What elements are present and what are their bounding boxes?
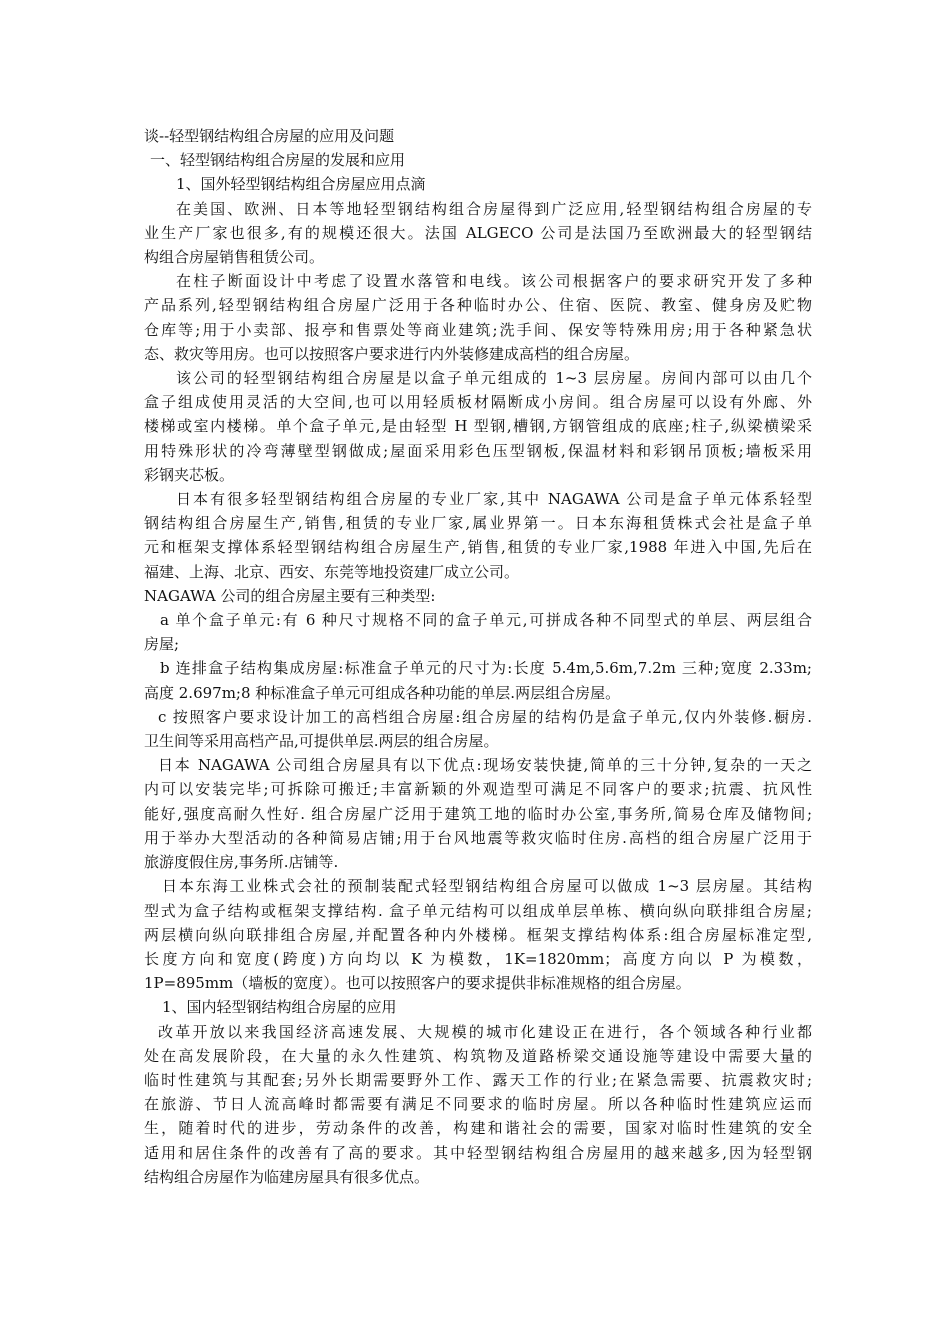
section-heading: 一、轻型钢结构组合房屋的发展和应用 xyxy=(150,151,406,170)
paragraph-line: 彩钢夹芯板。 xyxy=(144,465,235,484)
paragraph-7 xyxy=(144,1020,812,1189)
paragraph-line: b 连排盒子结构集成房屋:标准盒子单元的尺寸为:长度 5.4m,5.6m,7.2m 三种;宽度 2.33m; xyxy=(160,659,812,678)
paragraph-line: 型式为盒子结构或框架支撑结构. 盒子单元结构可以组成单层单栋、横向纵向联排组合房屋; xyxy=(144,901,812,920)
paragraph-2 xyxy=(144,269,812,366)
paragraph-line: 处在高发展阶段，在大量的永久性建筑、构筑物及道路桥梁交通设施等建设中需要大量的 xyxy=(144,1046,812,1065)
paragraph-line: 结构组合房屋作为临建房屋具有很多优点。 xyxy=(144,1167,430,1186)
paragraph-line: c 按照客户要求设计加工的高档组合房屋:组合房屋的结构仍是盒子单元,仅内外装修.橱房. xyxy=(158,707,812,726)
paragraph-line: 在美国、欧洲、日本等地轻型钢结构组合房屋得到广泛应用,轻型钢结构组合房屋的专 xyxy=(176,199,812,218)
paragraph-line: 高度 2.697m;8 种标准盒子单元可组成各种功能的单层.两层组合房屋。 xyxy=(144,683,621,702)
paragraph-line: 日本有很多轻型钢结构组合房屋的专业厂家,其中 NAGAWA 公司是盒子单元体系轻型 xyxy=(176,490,812,509)
paragraph-line: 内可以安装完毕;可拆除可搬迁;丰富新颖的外观造型可满足不同客户的要求;抗震、抗风性 xyxy=(144,780,812,799)
document-page xyxy=(144,124,812,1189)
subsection-heading: 1、国外轻型钢结构组合房屋应用点滴 xyxy=(176,175,426,194)
paragraph-line: 在柱子断面设计中考虑了设置水落管和电线。该公司根据客户的要求研究开发了多种 xyxy=(176,272,812,291)
paragraph-line: 生，随着时代的进步，劳动条件的改善，构建和谐社会的需要，国家对临时性建筑的安全 xyxy=(144,1119,812,1138)
type-a-item xyxy=(144,608,812,656)
paragraph-line: 用特殊形状的冷弯薄壁型钢做成;屋面采用彩色压型钢板,保温材料和彩钢吊顶板;墙板采用 xyxy=(144,441,812,460)
paragraph-line: 元和框架支撑体系轻型钢结构组合房屋生产,销售,租赁的专业厂家,1988 年进入中国,先后在 xyxy=(144,538,812,557)
paragraph-6 xyxy=(144,874,812,995)
paragraph-line: 能好,强度高耐久性好. 组合房屋广泛用于建筑工地的临时办公室,事务所,简易仓库及储物间; xyxy=(144,804,812,823)
paragraph-line: 该公司的轻型钢结构组合房屋是以盒子单元组成的 1~3 层房屋。房间内部可以由几个 xyxy=(176,369,812,388)
paragraph-line: 产品系列,轻型钢结构组合房屋广泛用于各种临时办公、住宿、医院、教室、健身房及贮物 xyxy=(144,296,812,315)
document-title: 谈--轻型钢结构组合房屋的应用及问题 xyxy=(144,127,395,145)
paragraph-1 xyxy=(144,197,812,270)
subsection-heading: 1、国内轻型钢结构组合房屋的应用 xyxy=(162,998,397,1017)
paragraph-4 xyxy=(144,487,812,584)
paragraph-line: 仓库等;用于小卖部、报亭和售票处等商业建筑;洗手间、保安等特殊用房;用于各种紧急状 xyxy=(144,320,812,339)
paragraph-line: 日本东海工业株式会社的预制装配式轻型钢结构组合房屋可以做成 1~3 层房屋。其结构 xyxy=(162,877,812,896)
paragraph-line: 态、救灾等用房。也可以按照客户要求进行内外装修建成高档的组合房屋。 xyxy=(144,344,640,363)
paragraph-line: 福建、上海、北京、西安、东莞等地投资建厂成立公司。 xyxy=(144,562,520,581)
paragraph-line: 用于举办大型活动的各种简易店铺;用于台风地震等救灾临时住房.高档的组合房屋广泛用于 xyxy=(144,828,812,847)
paragraph-5 xyxy=(144,753,812,874)
paragraph-line: 业生产厂家也很多,有的规模还很大。法国 ALGECO 公司是法国乃至欧洲最大的轻型钢结 xyxy=(144,223,812,242)
paragraph-line: 构组合房屋销售租赁公司。 xyxy=(144,248,325,267)
paragraph-line: 钢结构组合房屋生产,销售,租赁的专业厂家,属业界第一。日本东海租赁株式会社是盒子单 xyxy=(144,514,812,533)
paragraph-line: 房屋; xyxy=(144,635,180,654)
paragraph-line: 1P=895mm（墙板的宽度）。也可以按照客户的要求提供非标准规格的组合房屋。 xyxy=(144,974,691,993)
type-b-item xyxy=(144,656,812,704)
paragraph-line: 两层横向纵向联排组合房屋,并配置各种内外楼梯。框架支撑结构体系:组合房屋标准定型, xyxy=(144,925,812,944)
paragraph-line: 旅游度假住房,事务所.店铺等. xyxy=(144,853,339,872)
paragraph-line: 卫生间等采用高档产品,可提供单层.两层的组合房屋。 xyxy=(144,732,499,751)
paragraph-line: 适用和居住条件的改善有了高的要求。其中轻型钢结构组合房屋用的越来越多,因为轻型钢 xyxy=(144,1143,812,1162)
paragraph-line: 长度方向和宽度(跨度)方向均以 K 为模数，1K=1820mm；高度方向以 P 为模数， xyxy=(144,949,812,968)
paragraph-line: 日本 NAGAWA 公司组合房屋具有以下优点:现场安装快捷,简单的三十分钟,复杂的一天之 xyxy=(158,756,812,775)
paragraph-line: 在旅游、节日人流高峰时都需要有满足不同要求的临时房屋。所以各种临时性建筑应运而 xyxy=(144,1095,812,1114)
paragraph-line: 盒子组成使用灵活的大空间,也可以用轻质板材隔断成小房间。组合房屋可以设有外廊、外 xyxy=(144,393,812,412)
paragraph-line: 改革开放以来我国经济高速发展、大规模的城市化建设正在进行，各个领域各种行业都 xyxy=(158,1022,812,1041)
paragraph-line: 临时性建筑与其配套;另外长期需要野外工作、露天工作的行业;在紧急需要、抗震救灾时; xyxy=(144,1070,812,1089)
type-c-item xyxy=(144,705,812,753)
paragraph-3 xyxy=(144,366,812,487)
paragraph-line: 楼梯或室内楼梯。单个盒子单元,是由轻型 H 型钢,槽钢,方钢管组成的底座;柱子,纵梁横梁采 xyxy=(144,417,812,436)
paragraph-line: a 单个盒子单元:有 6 种尺寸规格不同的盒子单元,可拼成各种不同型式的单层、两层组合 xyxy=(160,611,812,630)
types-intro: NAGAWA 公司的组合房屋主要有三种类型: xyxy=(144,586,436,605)
